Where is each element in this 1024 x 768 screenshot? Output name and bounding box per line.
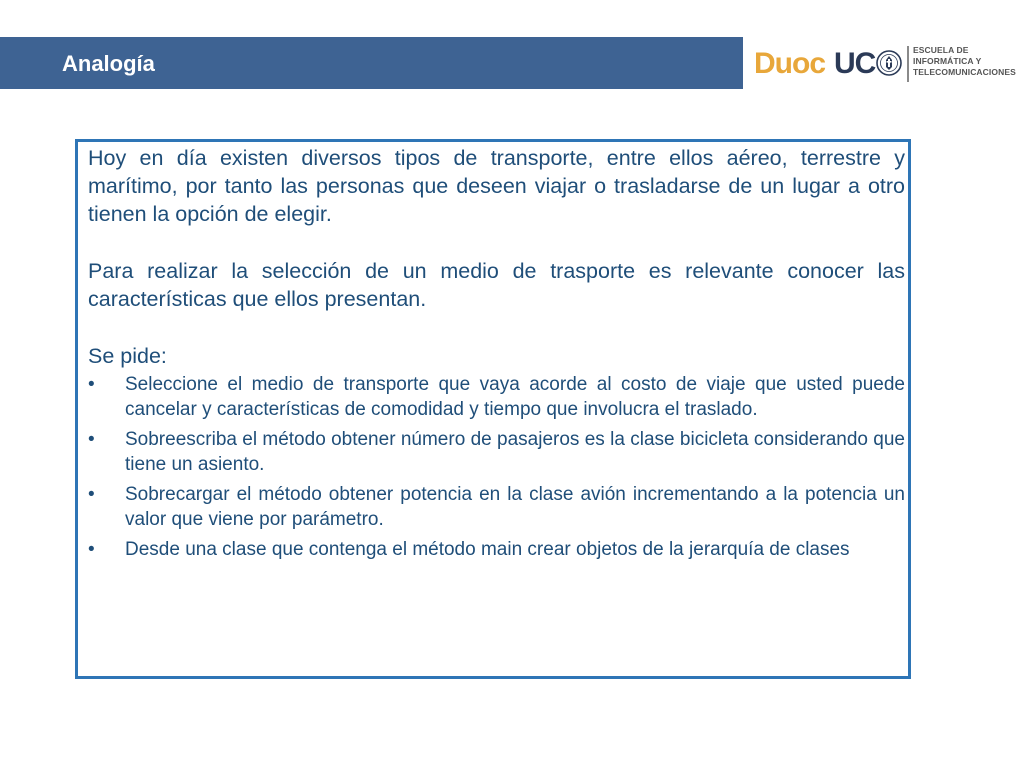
bullet-icon: • <box>88 539 95 560</box>
bullet-icon: • <box>88 429 95 450</box>
list-item <box>88 427 905 477</box>
logo-school-line-1: ESCUELA DE <box>913 45 969 55</box>
logo-uc-text: UC <box>834 47 876 80</box>
bullet-icon: • <box>88 374 95 395</box>
task-list <box>88 372 905 562</box>
list-item <box>88 372 905 422</box>
logo-school-name <box>913 45 1016 78</box>
selection-paragraph: Para realizar la selección de un medio de trasporte es relevante conocer las características que ellos presentan. <box>88 259 905 311</box>
list-item-text: Desde una clase que contenga el método main crear objetos de la jerarquía de clases <box>125 539 850 560</box>
university-seal-icon <box>876 50 902 76</box>
task-heading: Se pide: <box>88 344 167 368</box>
logo-divider <box>907 46 909 82</box>
list-item-text: Sobrecargar el método obtener potencia en la clase avión incrementando a la potencia un valor que viene por parámetro. <box>125 484 905 530</box>
logo-school-line-3: TELECOMUNICACIONES <box>913 67 1016 77</box>
list-item <box>88 482 905 532</box>
list-item-text: Seleccione el medio de transporte que vaya acorde al costo de viaje que usted puede cancelar y características de comodidad y tiempo que involucra el traslado. <box>125 374 905 420</box>
bullet-icon: • <box>88 484 95 505</box>
slide-title: Analogía <box>62 51 155 76</box>
content-body <box>88 144 905 567</box>
logo-duoc-text: Duoc <box>754 47 825 80</box>
logo-school-line-2: INFORMÁTICA Y <box>913 56 982 66</box>
list-item <box>88 537 905 562</box>
duoc-uc-logo <box>752 42 1016 86</box>
list-item-text: Sobreescriba el método obtener número de pasajeros es la clase bicicleta considerando que tiene un asiento. <box>125 429 905 475</box>
intro-paragraph: Hoy en día existen diversos tipos de transporte, entre ellos aéreo, terrestre y marítimo, por tanto las personas que deseen viajar o trasladarse de un lugar a otro tienen la opción de elegir. <box>88 146 905 226</box>
